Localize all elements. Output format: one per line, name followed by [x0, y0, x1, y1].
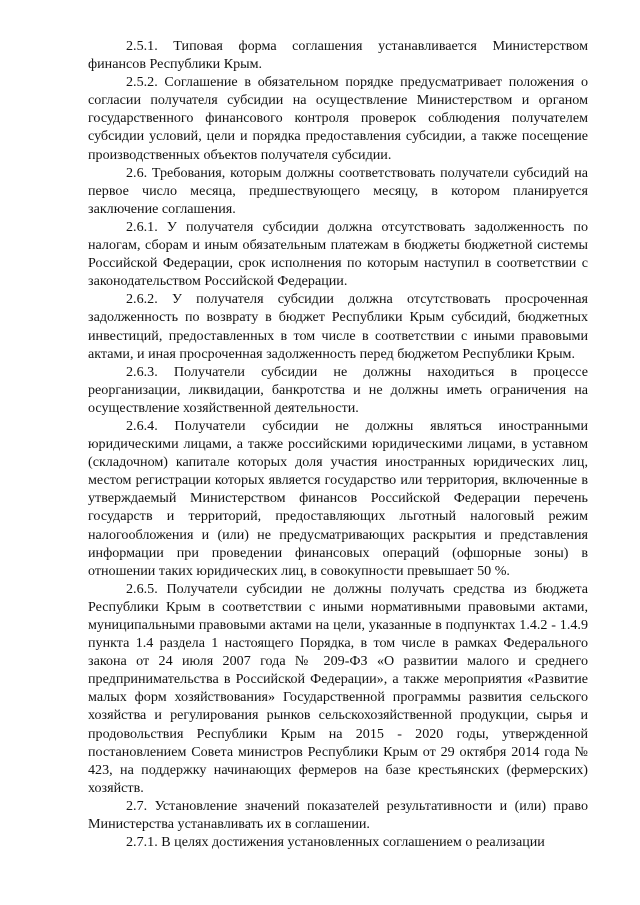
paragraph-2-5-2: 2.5.2. Соглашение в обязательном порядке предусматривает положения о согласии получателя субсидии на осуществление Министерством и органом государственного финансового контроля проверок соблюдения получателем субсидии условий, цели и порядка предоставления субсидии, а также посещение производственных объектов получателя субсидии. [88, 74, 588, 163]
paragraph-2-6: 2.6. Требования, которым должны соответствовать получатели субсидий на первое число месяца, предшествующего месяцу, в котором планируется заключение соглашения. [88, 164, 588, 217]
paragraph-2-6-4: 2.6.4. Получатели субсидии не должны являться иностранными юридическими лицами, а также российскими юридическими лицами, в уставном (складочном) капитале которых доля участия иностранных юридических лиц, местом регистрации которых является государство или территория, включенные в утверждаемый Министерством финансов Российской Федерации перечень государств и территорий, предоставляющих льготный налоговый режим налогообложения и (или) не предусматривающих раскрытия и представления информации при проведении финансовых операций (офшорные зоны) в отношении таких юридических лиц, в совокупности превышает 50 %. [88, 417, 588, 579]
paragraph-2-6-1: 2.6.1. У получателя субсидии должна отсутствовать задолженность по налогам, сборам и иным обязательным платежам в бюджеты бюджетной системы Российской Федерации, срок исполнения по которым наступил в соответствии с законодательством Российской Федерации. [88, 218, 588, 290]
paragraph-2-7: 2.7. Установление значений показателей результативности и (или) право Министерства устанавливать их в соглашении. [88, 797, 588, 833]
paragraph-2-6-5: 2.6.5. Получатели субсидии не должны получать средства из бюджета Республики Крым в соответствии с иными нормативными правовыми актами, муниципальными правовыми актами на цели, указанные в подпунктах 1.4.2 - 1.4.9 пункта 1.4 раздела 1 настоящего Порядка, в том числе в рамках Федерального закона от 24 июля 2007 года № 209-ФЗ «О развитии малого и среднего предпринимательства в Российской Федерации», а также мероприятия «Развитие малых форм хозяйствования» Государственной программы развития сельского хозяйства и регулирования рынков сельскохозяйственной продукции, сырья и продовольствия Республики Крым на 2015 - 2020 годы, утвержденной постановлением Совета министров Республики Крым от 29 октября 2014 года № 423, на поддержку начинающих фермеров на базе крестьянских (фермерских) хозяйств. [88, 580, 588, 796]
paragraph-2-5-1: 2.5.1. Типовая форма соглашения устанавливается Министерством финансов Республики Крым. [88, 38, 588, 73]
paragraph-2-7-1: 2.7.1. В целях достижения установленных соглашением о реализации [126, 834, 545, 851]
document-page [88, 37, 588, 851]
paragraph-2-6-2: 2.6.2. У получателя субсидии должна отсутствовать просроченная задолженность по возврату в бюджет Республики Крым субсидий, бюджетных инвестиций, предоставленных в том числе в соответствии с иными правовыми актами, и иная просроченная задолженность перед бюджетом Республики Крым. [88, 291, 588, 362]
paragraph-2-6-3: 2.6.3. Получатели субсидии не должны находиться в процессе реорганизации, ликвидации, банкротства и не должны иметь ограничения на осуществление хозяйственной деятельности. [88, 363, 588, 416]
